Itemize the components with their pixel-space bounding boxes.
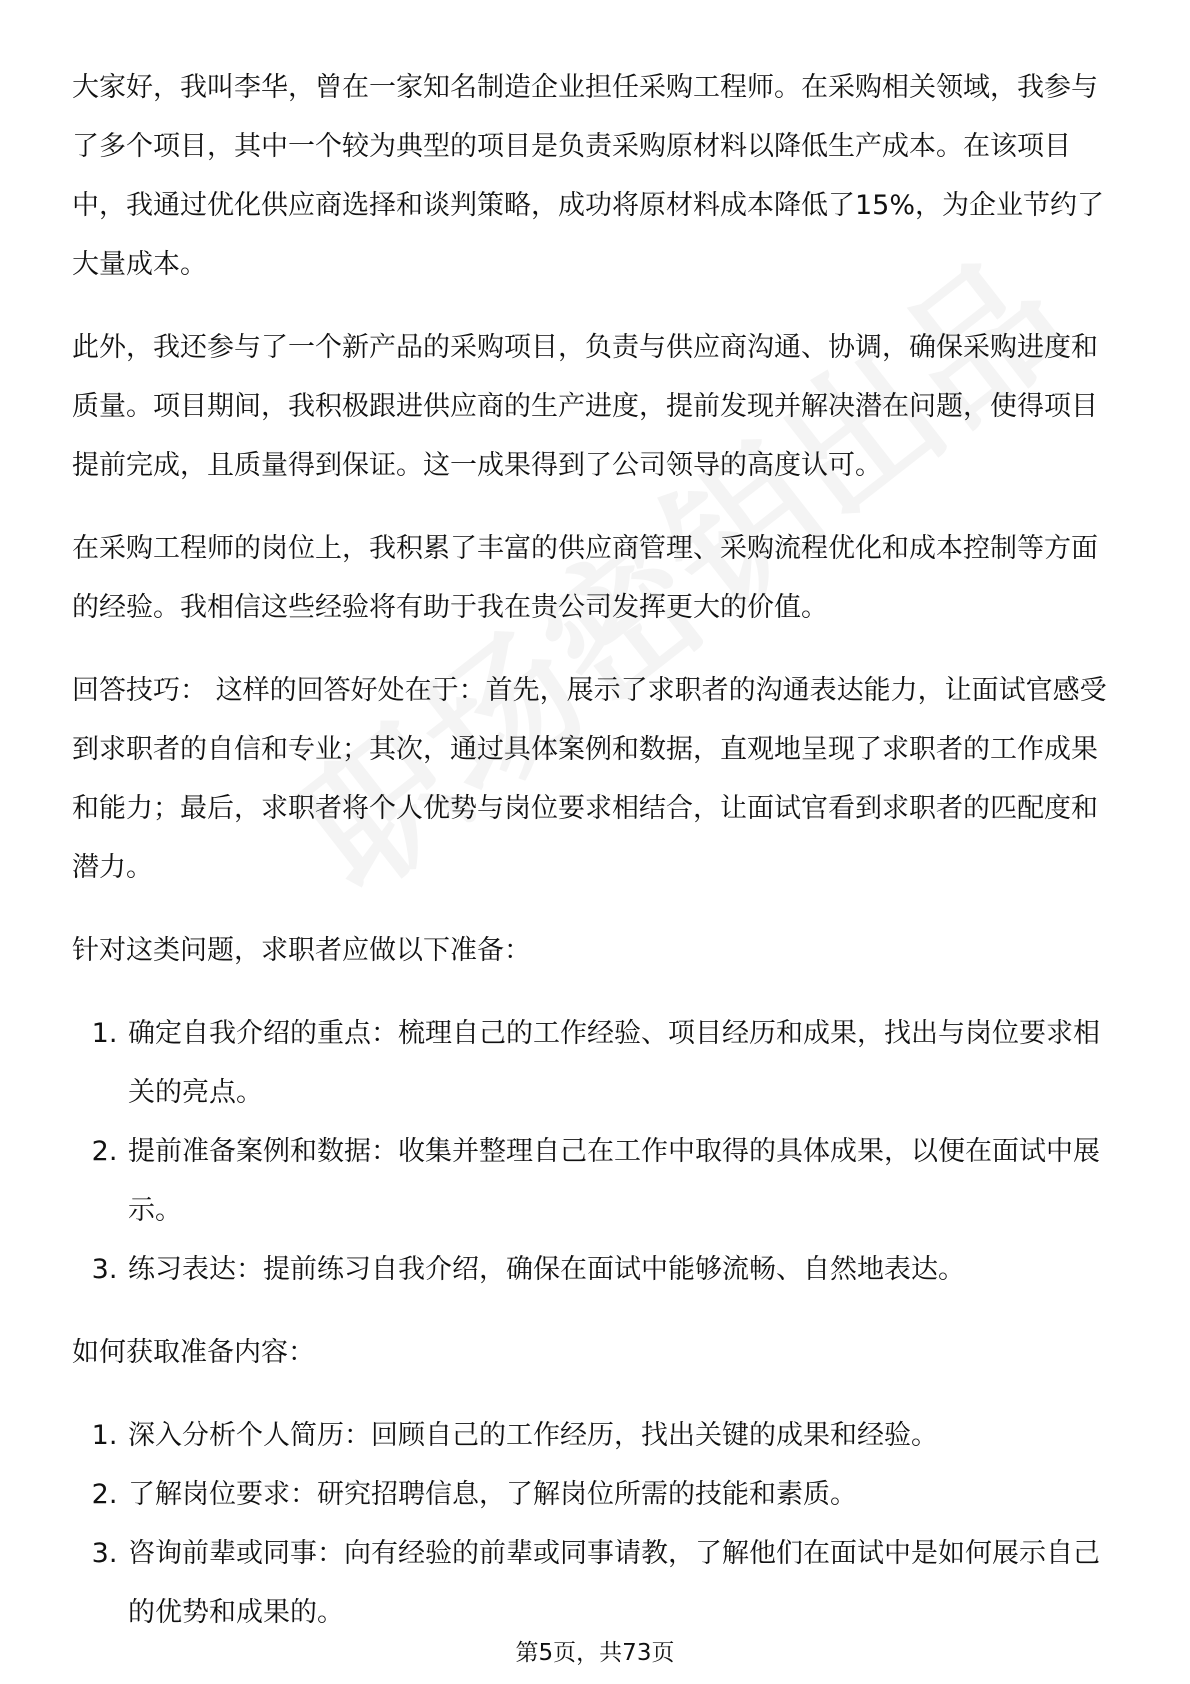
page-content [72, 58, 1122, 1666]
list-item: 1. 确定自我介绍的重点：梳理自己的工作经验、项目经历和成果，找出与岗位要求相关的亮点。 [126, 1004, 1122, 1122]
paragraph-answer-tips: 回答技巧： 这样的回答好处在于：首先，展示了求职者的沟通表达能力，让面试官感受到求职者的自信和专业；其次，通过具体案例和数据，直观地呈现了求职者的工作成果和能力；最后，求职者将个人优势与岗位要求相结合，让面试官看到求职者的匹配度和潜力。 [72, 675, 1107, 883]
list-item: 3. 咨询前辈或同事：向有经验的前辈或同事请教，了解他们在面试中是如何展示自己的优势和成果的。 [126, 1524, 1122, 1642]
paragraph-preparation-heading: 针对这类问题，求职者应做以下准备： [72, 935, 531, 966]
list-item: 1. 深入分析个人简历：回顾自己的工作经历，找出关键的成果和经验。 [126, 1406, 1122, 1465]
paragraph-new-product: 此外，我还参与了一个新产品的采购项目，负责与供应商沟通、协调，确保采购进度和质量。项目期间，我积极跟进供应商的生产进度，提前发现并解决潜在问题，使得项目提前完成，且质量得到保证。这一成果得到了公司领导的高度认可。 [72, 332, 1098, 481]
preparation-list [72, 1004, 1122, 1299]
list-item: 3. 练习表达：提前练习自我介绍，确保在面试中能够流畅、自然地表达。 [126, 1240, 1122, 1299]
paragraph-intro: 大家好，我叫李华，曾在一家知名制造企业担任采购工程师。在采购相关领域，我参与了多个项目，其中一个较为典型的项目是负责采购原材料以降低生产成本。在该项目中，我通过优化供应商选择和谈判策略，成功将原材料成本降低了15%，为企业节约了大量成本。 [72, 72, 1105, 280]
list-item: 2. 提前准备案例和数据：收集并整理自己在工作中取得的具体成果，以便在面试中展示。 [126, 1122, 1122, 1240]
page-number: 第5页，共73页 [515, 1640, 675, 1666]
list-item: 2. 了解岗位要求：研究招聘信息，了解岗位所需的技能和素质。 [126, 1465, 1122, 1524]
paragraph-acquire-heading: 如何获取准备内容： [72, 1337, 315, 1368]
paragraph-experience: 在采购工程师的岗位上，我积累了丰富的供应商管理、采购流程优化和成本控制等方面的经验。我相信这些经验将有助于我在贵公司发挥更大的价值。 [72, 533, 1098, 623]
acquire-list [72, 1406, 1122, 1642]
